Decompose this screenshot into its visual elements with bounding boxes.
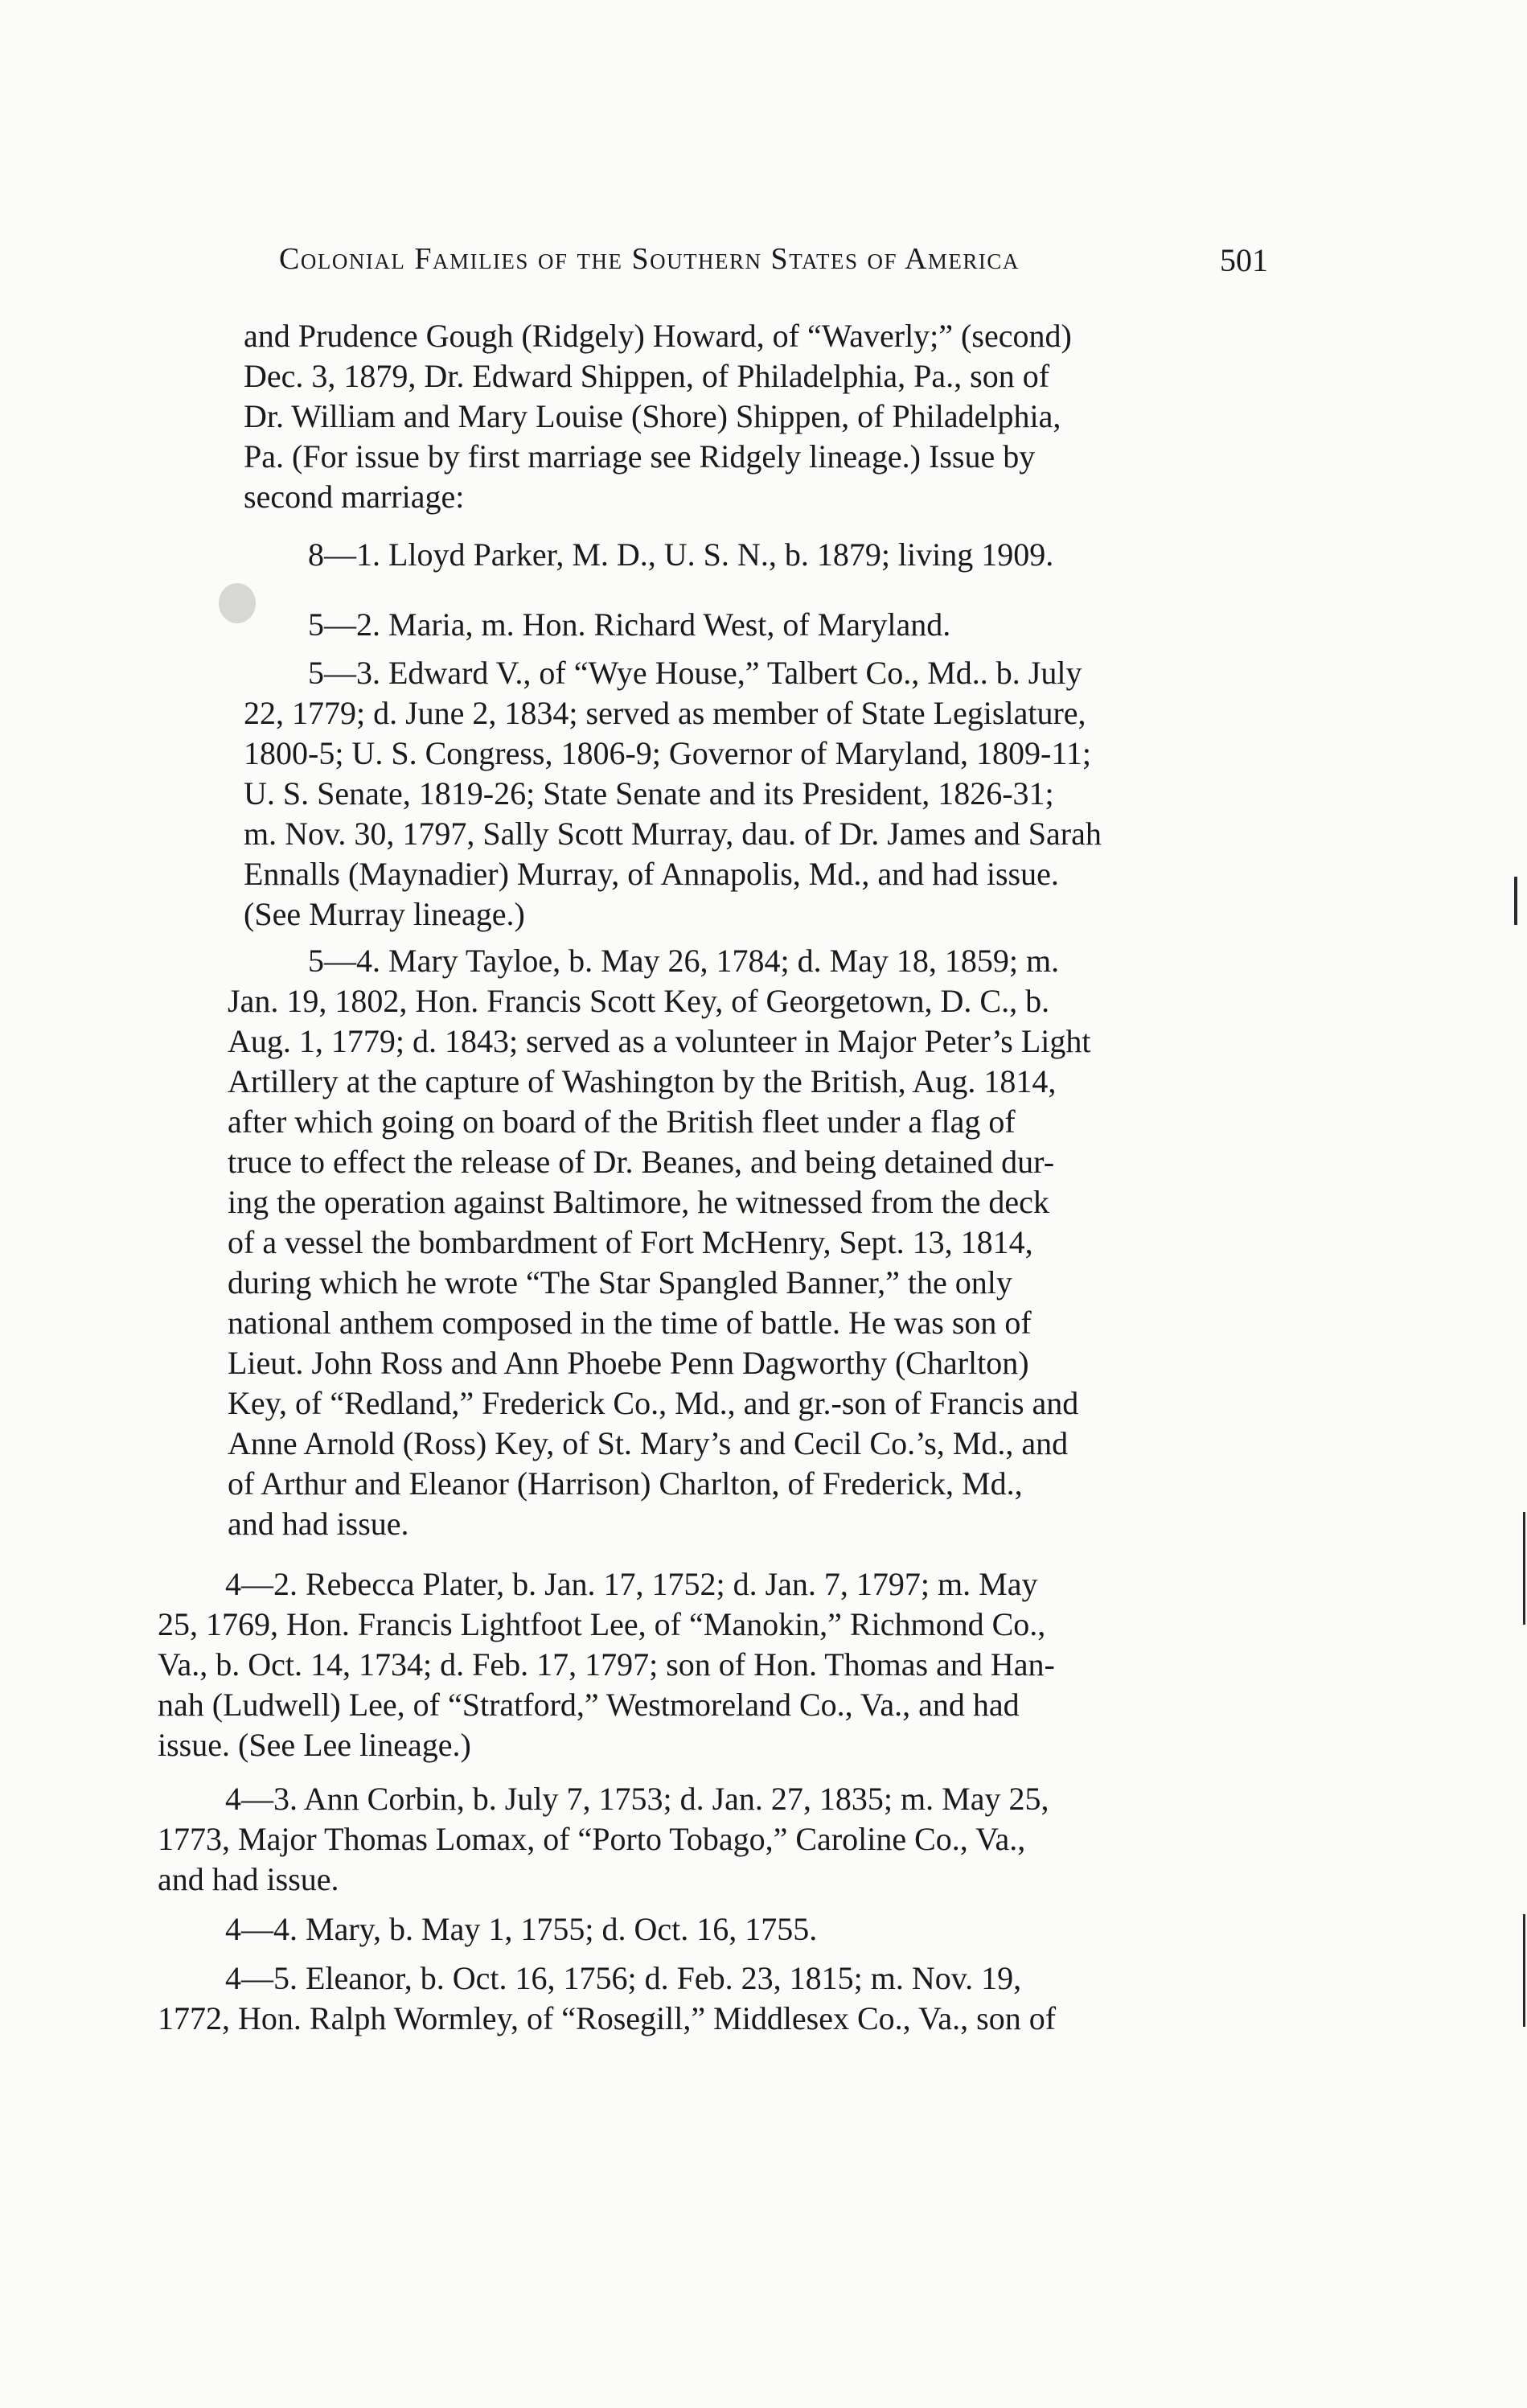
text-line: m. Nov. 30, 1797, Sally Scott Murray, dau. of Dr. James and Sarah bbox=[244, 816, 1102, 852]
text-line: and Prudence Gough (Ridgely) Howard, of “Waverly;” (second) bbox=[244, 318, 1072, 354]
text-line: 4—5. Eleanor, b. Oct. 16, 1756; d. Feb. 23, 1815; m. Nov. 19, bbox=[225, 1960, 1022, 1996]
text-line: Aug. 1, 1779; d. 1843; served as a volunteer in Major Peter’s Light bbox=[228, 1023, 1091, 1059]
text-line: (See Murray lineage.) bbox=[244, 896, 525, 932]
text-line: after which going on board of the British fleet under a flag of bbox=[228, 1103, 1016, 1140]
entry-5-3 bbox=[244, 653, 1269, 935]
text-line: 22, 1779; d. June 2, 1834; served as member of State Legislature, bbox=[244, 695, 1086, 731]
entry-4-5 bbox=[158, 1958, 1261, 2039]
text-line: and had issue. bbox=[228, 1506, 409, 1542]
text-line: 1800-5; U. S. Congress, 1806-9; Governor of Maryland, 1809-11; bbox=[244, 735, 1091, 771]
text-line: nah (Ludwell) Lee, of “Stratford,” Westmoreland Co., Va., and had bbox=[158, 1687, 1020, 1723]
text-line: Va., b. Oct. 14, 1734; d. Feb. 17, 1797; son of Hon. Thomas and Han- bbox=[158, 1646, 1055, 1683]
paragraph-continuation bbox=[244, 316, 1269, 517]
paper-stain bbox=[219, 583, 256, 623]
text-line: 1772, Hon. Ralph Wormley, of “Rosegill,” Middlesex Co., Va., son of bbox=[158, 2000, 1057, 2036]
entry-8-1 bbox=[308, 535, 1269, 575]
text-line: national anthem composed in the time of battle. He was son of bbox=[228, 1305, 1032, 1341]
text-line: 1773, Major Thomas Lomax, of “Porto Tobago,” Caroline Co., Va., bbox=[158, 1821, 1026, 1857]
entry-4-3 bbox=[158, 1779, 1261, 1900]
text-line: and had issue. bbox=[158, 1861, 339, 1897]
text-line: during which he wrote “The Star Spangled Banner,” the only bbox=[228, 1264, 1012, 1301]
text-line: Ennalls (Maynadier) Murray, of Annapolis, Md., and had issue. bbox=[244, 856, 1059, 892]
text-line: Key, of “Redland,” Frederick Co., Md., and gr.-son of Francis and bbox=[228, 1385, 1079, 1421]
text-line: 4—2. Rebecca Plater, b. Jan. 17, 1752; d. Jan. 7, 1797; m. May bbox=[225, 1566, 1038, 1602]
page-number: 501 bbox=[1220, 242, 1268, 278]
text-line: issue. (See Lee lineage.) bbox=[158, 1727, 471, 1763]
entry-4-4 bbox=[225, 1909, 1261, 1950]
edge-artifact bbox=[1514, 877, 1517, 925]
text-line: U. S. Senate, 1819-26; State Senate and its President, 1826-31; bbox=[244, 775, 1054, 812]
text-line: 5—2. Maria, m. Hon. Richard West, of Maryland. bbox=[308, 606, 951, 643]
text-line: second marriage: bbox=[244, 479, 465, 515]
text-line: Lieut. John Ross and Ann Phoebe Penn Dagworthy (Charlton) bbox=[228, 1345, 1029, 1381]
text-line: 8—1. Lloyd Parker, M. D., U. S. N., b. 1879; living 1909. bbox=[308, 536, 1054, 573]
edge-artifact bbox=[1523, 1512, 1525, 1625]
text-line: Artillery at the capture of Washington by the British, Aug. 1814, bbox=[228, 1063, 1057, 1099]
entry-4-2 bbox=[158, 1564, 1261, 1765]
text-line: 4—3. Ann Corbin, b. July 7, 1753; d. Jan. 27, 1835; m. May 25, bbox=[225, 1781, 1049, 1817]
edge-artifact bbox=[1523, 1914, 1525, 2027]
text-line: ing the operation against Baltimore, he witnessed from the deck bbox=[228, 1184, 1049, 1220]
entry-5-4 bbox=[228, 941, 1261, 1544]
text-line: 5—3. Edward V., of “Wye House,” Talbert Co., Md.. b. July bbox=[308, 655, 1082, 691]
text-line: Dec. 3, 1879, Dr. Edward Shippen, of Philadelphia, Pa., son of bbox=[244, 358, 1050, 394]
text-line: 4—4. Mary, b. May 1, 1755; d. Oct. 16, 1755. bbox=[225, 1911, 818, 1947]
entry-5-2 bbox=[308, 605, 1269, 645]
text-line: 5—4. Mary Tayloe, b. May 26, 1784; d. May 18, 1859; m. bbox=[308, 943, 1060, 979]
text-line: truce to effect the release of Dr. Beanes, and being detained dur- bbox=[228, 1144, 1055, 1180]
text-line: 25, 1769, Hon. Francis Lightfoot Lee, of “Manokin,” Richmond Co., bbox=[158, 1606, 1046, 1642]
text-line: Dr. William and Mary Louise (Shore) Shippen, of Philadelphia, bbox=[244, 398, 1061, 434]
running-title: Colonial Families of the Southern States of America bbox=[279, 242, 1020, 276]
text-line: Jan. 19, 1802, Hon. Francis Scott Key, of Georgetown, D. C., b. bbox=[228, 983, 1050, 1019]
text-line: Anne Arnold (Ross) Key, of St. Mary’s and Cecil Co.’s, Md., and bbox=[228, 1425, 1069, 1461]
page-header bbox=[279, 241, 1268, 290]
text-line: of a vessel the bombardment of Fort McHenry, Sept. 13, 1814, bbox=[228, 1224, 1033, 1260]
text-line: Pa. (For issue by first marriage see Ridgely lineage.) Issue by bbox=[244, 438, 1036, 475]
text-line: of Arthur and Eleanor (Harrison) Charlton, of Frederick, Md., bbox=[228, 1465, 1023, 1502]
